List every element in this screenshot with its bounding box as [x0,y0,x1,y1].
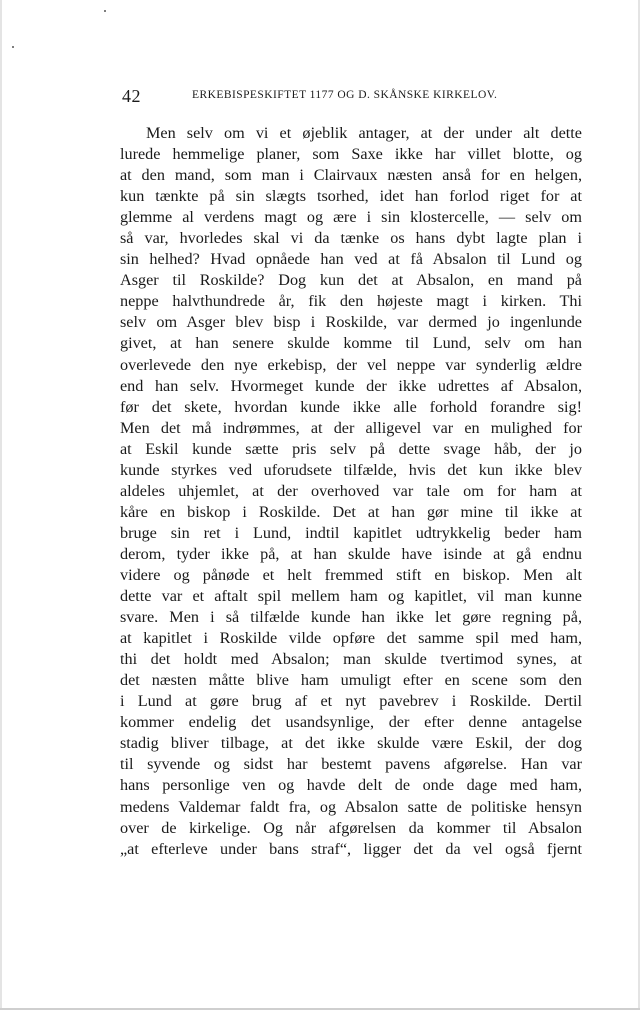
text-line: videre og pånøde et helt fremmed stift en biskop. Men alt [120,565,582,584]
text-line: at den mand, som man i Clairvaux næsten anså for en helgen, [120,166,582,185]
text-line: end han selv. Hvormeget kunde der ikke udrettes af Absalon, [120,376,582,395]
text-line: overlevede den nye erkebisp, der vel neppe var synderlig ældre [120,355,582,374]
running-head: ERKEBISPESKIFTET 1177 OG D. SKÅNSKE KIRKELOV. [192,89,498,101]
text-line: Men selv om vi et øjeblik antager, at der under alt dette [146,124,582,142]
text-line: aldeles uhjemlet, at der overhoved var tale om for ham at [120,481,582,500]
text-line: Men det må indrømmes, at der alligevel var en mulighed for [120,418,582,437]
text-line: medens Valdemar faldt fra, og Absalon satte de politiske hensyn [120,797,582,816]
text-line: Asger til Roskilde? Dog kun det at Absalon, en mand på [120,271,582,290]
scan-speck [12,46,14,48]
text-line: før det skete, hvordan kunde ikke alle forhold forandre sig! [120,397,582,416]
text-line: dette var et aftalt spil mellem ham og kapitlet, vil man kunne [120,587,582,606]
text-line: kommer endelig det usandsynlige, der efter denne antagelse [120,713,582,732]
text-line: svare. Men i så tilfælde kunde han ikke let gøre regning på, [120,608,582,627]
text-line: bruge sin ret i Lund, indtil kapitlet udtrykkelig beder ham [120,523,582,542]
scan-left-edge [0,0,2,1010]
text-line: det næsten måtte blive ham umuligt efter en scene som den [120,671,582,690]
text-line: neppe halvthundrede år, fik den højeste magt i kirken. Thi [120,292,582,311]
text-line: at kapitlet i Roskilde vilde opføre det samme spil med ham, [120,629,582,648]
text-line: stadig bliver tilbage, at det ikke skulde være Eskil, der dog [120,734,582,753]
text-line: „at efterleve under bans straf“, ligger det da vel også fjernt [120,839,582,858]
text-line: glemme al verdens magt og ære i sin klostercelle, — selv om [120,208,582,227]
text-line: at Eskil kunde sætte pris selv på dette svage håb, der jo [120,439,582,458]
text-line: givet, at han senere skulde komme til Lund, selv om han [120,334,582,353]
text-line: over de kirkelige. Og når afgørelsen da kommer til Absalon [120,818,582,837]
text-line: til syvende og sidst har bestemt pavens afgørelse. Han var [120,755,582,774]
text-line: hans personlige ven og havde delt de onde dage med ham, [120,776,582,795]
text-line: kun tænkte på sin slægts tsorhed, idet han forlod riget for at [120,187,582,206]
text-line: derom, tyder ikke på, at han skulde have isinde at gå endnu [120,544,582,563]
text-line: kåre en biskop i Roskilde. Det at han gør mine til ikke at [120,502,582,521]
text-line: sin helhed? Hvad opnåede han ved at få Absalon til Lund og [120,250,582,269]
text-line: lurede hemmelige planer, som Saxe ikke har villet blotte, og [120,145,582,164]
text-line: thi det holdt med Absalon; man skulde tvertimod synes, at [120,650,582,669]
text-line: i Lund at gøre brug af et nyt pavebrev i Roskilde. Dertil [120,692,582,711]
text-line: så var, hvorledes skal vi da tænke os hans dybt lagte plan i [120,229,582,248]
text-line: kunde styrkes ved uforudsete tilfælde, hvis det kun ikke blev [120,460,582,479]
page-number: 42 [122,86,141,106]
text-line: selv om Asger blev bisp i Roskilde, var dermed jo ingenlunde [120,313,582,332]
body-paragraph [120,123,582,860]
scan-speck [104,10,106,12]
